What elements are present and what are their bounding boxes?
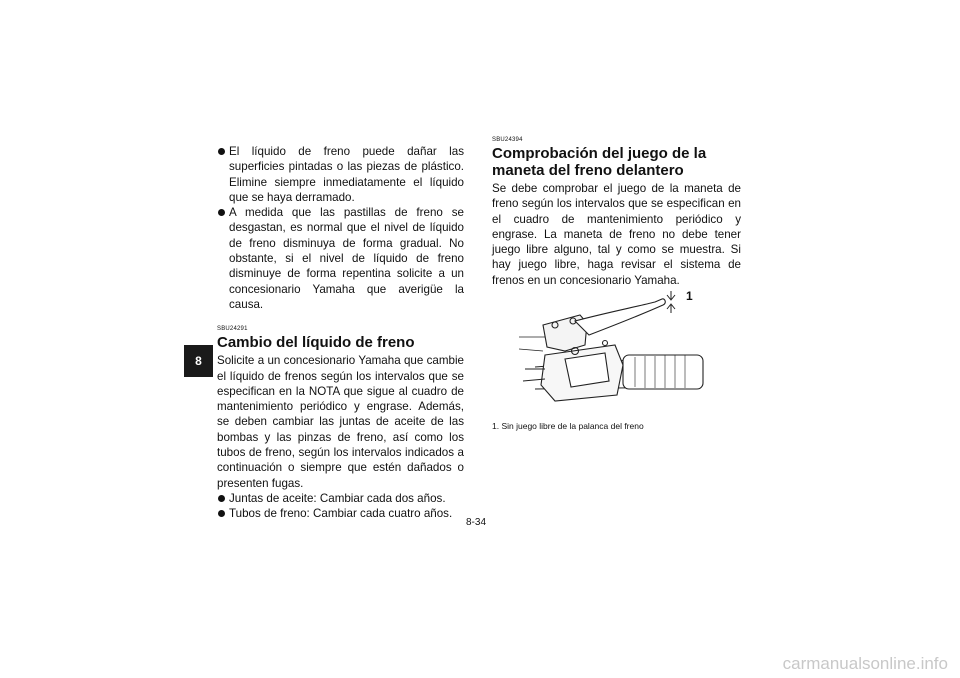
- section-code: SBU24291: [217, 326, 248, 333]
- warning-bullet-fluid-level: A medida que las pastillas de freno se desgastan, es normal que el nivel de líquido de freno disminuya de forma gradual. No obstante, si el nivel de líquido de freno disminuye de forma repentina solicite a un concesionario Yamaha que averigüe la causa.: [217, 205, 464, 312]
- page-number: 8-34: [466, 517, 487, 528]
- section-code: SBU24394: [492, 137, 523, 143]
- section-body-brake-lever-play: Se debe comprobar el juego de la maneta de freno según los intervalos que se especifican en el cuadro de mantenimiento periódico y engrase. La maneta de freno no debe tener juego libre alguno, tal y como se muestra. Si hay juego libre, haga revisar el sistema de frenos en un concesionario Yamaha.: [492, 182, 741, 287]
- list-item-brake-hoses: Tubos de freno: Cambiar cada cuatro años.: [217, 506, 464, 521]
- chapter-tab: 8: [184, 345, 213, 377]
- warning-bullet-list: [217, 144, 464, 312]
- section-title-brake-lever-play: Comprobación del juego de la maneta del freno delantero: [492, 145, 707, 179]
- figure-callout-number: 1: [686, 289, 693, 303]
- replacement-interval-list: [217, 491, 464, 522]
- section-body-brake-fluid-change: Solicite a un concesionario Yamaha que cambie el líquido de frenos según los intervalos que se especifican en la NOTA que sigue al cuadro de mantenimiento periódico y engrase. Además, se deben cambiar las juntas de aceite de las bombas y las pinzas de freno, así como los tubos de freno, según los intervalos indicados a continuación o siempre que estén dañados o presenten fugas.: [217, 354, 464, 490]
- warning-bullet-paint-damage: El líquido de freno puede dañar las superficies pintadas o las piezas de plástico. Elimine siempre inmediatamente el líquido que se haya derramado.: [217, 144, 464, 205]
- left-column: [217, 144, 464, 522]
- watermark: carmanualsonline.info: [782, 654, 948, 673]
- section-title-brake-fluid-change: Cambio del líquido de freno: [217, 334, 415, 352]
- figure-caption: 1. Sin juego libre de la palanca del freno: [492, 421, 644, 431]
- right-column: [492, 137, 741, 288]
- brake-lever-illustration: [505, 285, 708, 415]
- list-item-oil-seals: Juntas de aceite: Cambiar cada dos años.: [217, 491, 464, 506]
